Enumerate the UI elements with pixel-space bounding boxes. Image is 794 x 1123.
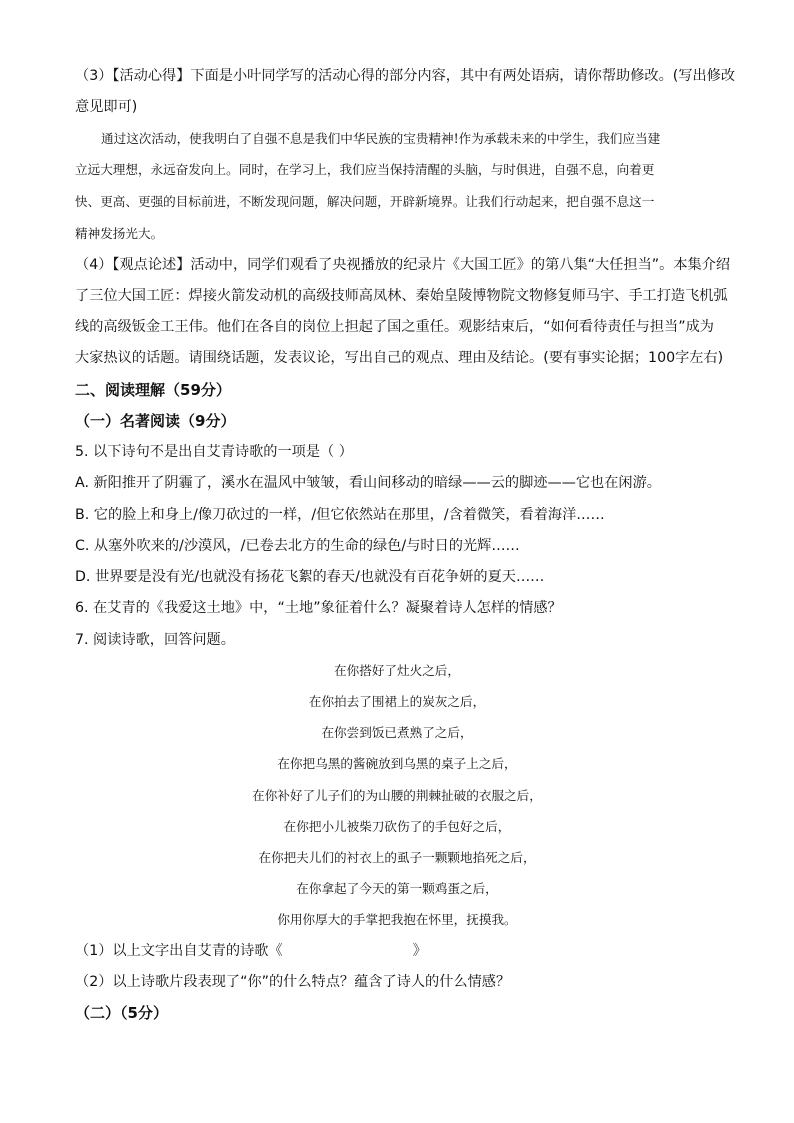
q7-stem: 7. 阅读诗歌，回答问题。 (75, 632, 235, 648)
poem-line: 在你尝到饭已煮熟了之后， (321, 725, 473, 740)
poem-line: 在你拿起了今天的第一颗鸡蛋之后， (296, 881, 498, 896)
q5-stem: 5. 以下诗句不是出自艾青诗歌的一项是（ ） (75, 444, 353, 460)
q5-option-b: B. 它的脸上和身上/像刀砍过的一样，/但它依然站在那里，/含着微笑，看着海洋…… (75, 507, 605, 523)
q3-label: （3）【活动心得】下面是小叶同学写的活动心得的部分内容，其中有两处语病，请你帮助修改。(写出修改 (75, 68, 736, 84)
poem-line: 在你拍去了围裙上的炭灰之后， (308, 694, 486, 709)
q4-line: 大家热议的话题。请围绕话题，发表议论，写出自己的观点、理由及结论。(要有事实论据；100字左右) (75, 350, 724, 366)
q7-sub2: （2）以上诗歌片段表现了“你”的什么特点？蕴含了诗人的什么情感？ (75, 974, 511, 990)
q5-option-d: D. 世界要是没有光/也就没有扬花飞絮的春天/也就没有百花争妍的夏天…… (75, 569, 545, 585)
q5-option-c: C. 从塞外吹来的/沙漠风，/已卷去北方的生命的绿色/与时日的光辉…… (75, 538, 520, 554)
q7-sub1 (75, 941, 427, 961)
poem-line: 在你搭好了灶火之后， (334, 663, 460, 678)
q4-line: （4）【观点论述】活动中，同学们观看了央视播放的纪录片《大国工匠》的第八集“大任担当”。本集介绍 (75, 257, 731, 273)
q3-passage-line: 通过这次活动，使我明白了自强不息是我们中华民族的宝贵精神!作为承载未来的中学生，我们应当建 (101, 131, 661, 146)
q4-line: 线的高级钣金工王伟。他们在各自的岗位上担起了国之重任。观影结束后，“如何看待责任与担当”成为 (75, 319, 714, 335)
q4-line: 了三位大国工匠：焊接火箭发动机的高级技师高凤林、秦始皇陵博物院文物修复师马宇、手工打造飞机弧 (75, 288, 728, 304)
poem-line: 在你把夫儿们的衬衣上的虱子一颗颗地掐死之后， (258, 850, 536, 865)
q7-sub1-prefix: （1）以上文字出自艾青的诗歌《 (75, 943, 283, 959)
section-title: 二、阅读理解（59分） (75, 381, 231, 399)
poem-line: 在你补好了儿子们的为山腰的荆棘扯破的衣服之后， (252, 788, 542, 803)
q6-stem: 6. 在艾青的《我爱这土地》中，“土地”象征着什么？凝聚着诗人怎样的情感？ (75, 600, 562, 616)
q3-passage-line: 精神发扬光大。 (75, 226, 164, 241)
poem-line: 你用你厚大的手掌把我抱在怀里，抚摸我。 (277, 912, 517, 927)
poem-line: 在你把小儿被柴刀砍伤了的手包好之后， (283, 819, 511, 834)
poem-line: 在你把乌黑的酱碗放到乌黑的桌子上之后， (277, 756, 517, 771)
q3-passage-line: 立远大理想，永远奋发向上。同时，在学习上，我们应当保持清醒的头脑，与时俱进，自强不息，向着更 (75, 162, 655, 177)
q5-option-a: A. 新阳推开了阴霾了，溪水在温风中皱皱，看山间移动的暗绿——云的脚迹——它也在闲游。 (75, 475, 661, 491)
q7-sub1-suffix: 》 (412, 943, 427, 959)
q3-passage-line: 快、更高、更强的目标前进，不断发现问题，解决问题，开辟新境界。让我们行动起来，把自强不息这一 (75, 194, 655, 209)
q3-label-cont: 意见即可) (75, 99, 138, 115)
part-title: （二）（5分） (75, 1004, 168, 1022)
part-title: （一）名著阅读（9分） (75, 412, 236, 430)
